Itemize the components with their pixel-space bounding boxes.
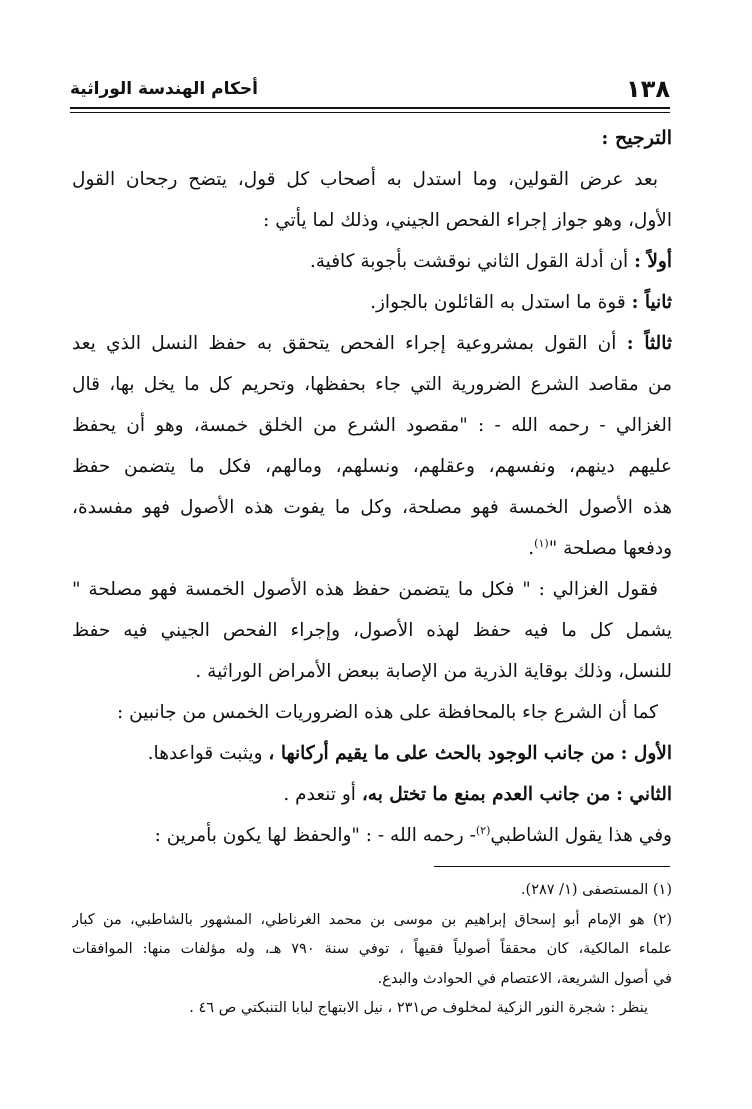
text-part: - رحمه الله - : "والحفظ لها يكون بأمرين :: [154, 825, 476, 846]
text-line: [72, 815, 672, 856]
text-line: بعد عرض القولين، وما استدل به أصحاب كل قول، يتضح رجحان القول: [72, 169, 658, 190]
text-line: يشمل كل ما فيه حفظ لهذه الأصول، وإجراء الفحص الجيني فيه حفظ: [72, 620, 672, 641]
line-end: .: [528, 538, 535, 559]
point-line: [72, 733, 672, 774]
footnote-ref-2: (٢): [475, 823, 491, 837]
point-text: أن أدلة القول الثاني نوقشت بأجوبة كافية.: [309, 251, 629, 272]
point-line: [72, 282, 672, 323]
text-line: [72, 528, 672, 569]
footnote-2-cont: في أصول الشريعة، الاعتصام في الحوادث والبدع.: [377, 970, 672, 987]
text-line: من مقاصد الشرع الضرورية التي جاء بحفظها، وتحريم كل ما يخل بها، قال: [72, 374, 672, 395]
text-line: فقول الغزالي : " فكل ما يتضمن حفظ هذه الأصول الخمسة فهو مصلحة ": [72, 579, 658, 600]
footnote-2: (٢) هو الإمام أبو إسحاق إبراهيم بن موسى بن محمد الغرناطي، المشهور بالشاطبي، من كبار: [72, 911, 672, 928]
running-title: أحكام الهندسة الوراثية: [70, 79, 258, 99]
text-line: عليهم دينهم، ونفسهم، وعقلهم، ونسلهم، ومالهم، فكل ما يتضمن حفظ: [72, 456, 672, 477]
footnote-2-cont: علماء المالكية، كان محققاً أصولياً فقيهاً ، توفي سنة ٧٩٠ هـ، وله مؤلفات منها: الموافقات: [72, 941, 672, 957]
point-label: ثانياً :: [631, 292, 672, 313]
point-label: ثالثاً :: [626, 333, 672, 354]
main-text: [72, 118, 672, 856]
text-line: كما أن الشرع جاء بالمحافظة على هذه الضروريات الخمس من جانبين :: [116, 702, 658, 723]
point-line: [72, 241, 672, 282]
text-line: الأول، وهو جواز إجراء الفحص الجيني، وذلك لما يأتي :: [263, 210, 672, 231]
header-rule-thin: [70, 112, 670, 113]
footnote-1: (١) المستصفى (١/ ٢٨٧).: [520, 882, 672, 898]
point-bold-text: من جانب العدم بمنع ما تختل به،: [361, 784, 611, 805]
point-text: أن القول بمشروعية إجراء الفحص يتحقق به حفظ النسل الذي يعد: [72, 333, 617, 354]
page-number: ١٣٨: [626, 75, 670, 103]
text-line: الغزالي - رحمه الله - : "مقصود الشرع من الخلق خمسة، وهو أن يحفظ: [72, 415, 672, 436]
point-line: [72, 774, 672, 815]
section-heading: الترجيح :: [601, 127, 672, 149]
point-text: ويثبت قواعدها.: [147, 743, 263, 764]
point-label: الثاني :: [616, 784, 672, 805]
footnotes: [72, 876, 672, 1024]
point-text: أو تنعدم .: [283, 784, 356, 805]
footnote-2-cont: ينظر : شجرة النور الزكية لمخلوف ص٢٣١ ، نيل الابتهاج لبابا التنبكتي ص ٤٦ .: [189, 1000, 648, 1016]
point-label: أولاً :: [634, 251, 672, 272]
page-header: [70, 74, 670, 104]
footnote-ref-1: (١): [534, 536, 549, 550]
text-line: هذه الأصول الخمسة فهو مصلحة، وكل ما يفوت هذه الأصول فهو مفسدة،: [72, 497, 672, 518]
point-bold-text: من جانب الوجود بالحث على ما يقيم أركانها ،: [268, 743, 615, 764]
point-line: [72, 323, 672, 364]
text-part: وفي هذا يقول الشاطبي: [490, 825, 672, 846]
point-text: قوة ما استدل به القائلون بالجواز.: [370, 292, 626, 313]
text-line: للنسل، وذلك بوقاية الذرية من الإصابة ببعض الأمراض الوراثية .: [195, 661, 672, 682]
footnote-separator: [434, 866, 670, 867]
point-label: الأول :: [620, 743, 672, 764]
quote-end: ودفعها مصلحة ": [548, 538, 672, 559]
header-rule-thick: [70, 107, 670, 109]
